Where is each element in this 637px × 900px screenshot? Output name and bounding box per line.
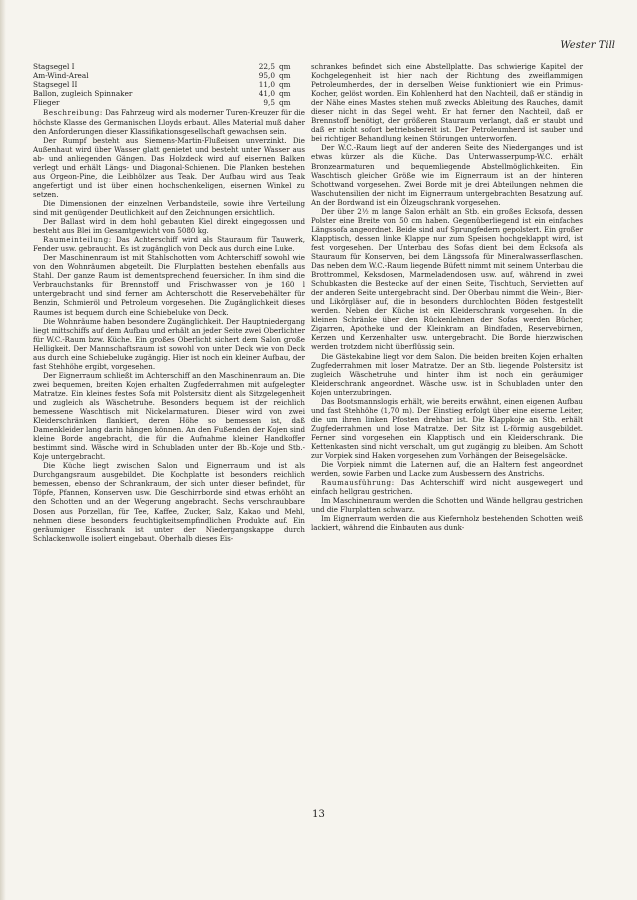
sail-value: 95,0 (258, 71, 275, 81)
paragraph-text: Die Gästekabine liegt vor dem Salon. Die beiden breiten Kojen erhalten Zugfederrahmen mit loser Matratze. Der an Stb. liegende Polstersitz ist zugleich Wäschetruhe und hinter ihm ist noch ein geräumiger Kleiderschrank angeordnet. Wäsche usw. ist in Schubladen unter den Kojen unterzubringen. (311, 351, 583, 397)
page-number: 13 (312, 809, 325, 820)
paragraph-text: Der Rumpf besteht aus Siemens-Martin-Flußeisen unverzinkt. Die Außenhaut wird über Wasser glatt genietet und besteht unter Wasser aus ab- und anliegenden Gängen. Das Holzdeck wird auf eisernen Balken verlegt und erhält Längs- und Diagonal-Schienen. Die Planken bestehen aus Orgeon-Pine, die Leibhölzer aus Teak. Der Aufbau wird aus Teak angefertigt und ist über einen hochschenkeligen, eisernen Winkel zu setzen. (33, 135, 305, 199)
sail-value: 41,0 (258, 89, 275, 99)
sail-area-row (33, 80, 305, 89)
paragraph (311, 143, 583, 206)
paragraph (33, 461, 305, 542)
section-lead: Raumeinteilung: (43, 235, 112, 245)
left-column (33, 62, 305, 543)
paragraph-text: Das Bootsmannslogis erhält, wie bereits erwähnt, einen eigenen Aufbau und fast Stehhöhe (1,70 m). Der Einstieg erfolgt über eine eiserne Leiter, die um ihren linken Pfosten drehbar ist. Die Klappkoje an Stb. erhält Zugfederrahmen und lose Matratze. Der Sitz ist L-förmig ausgebildet. Ferner sind vorgesehen ein Klapptisch und ein Kleiderschrank. Die Kettenkasten sind nicht verschalt, um gut zugängig zu bleiben. Am Schott zur Vorpiek sind Haken vorgesehen zum Vorhängen der Beisegelsäcke. (311, 396, 583, 461)
sail-area-table (33, 62, 305, 107)
sail-area-row (33, 89, 305, 98)
right-column (311, 62, 583, 532)
paragraph-text: Der W.C.-Raum liegt auf der anderen Seite des Niederganges und ist etwas kürzer als die Küche. Das Unterwasserpump-W.C. erhält Bronzearmaturen und bequemliegende Abstellmöglichkeiten. Ein Waschtisch gleicher Größe wie im Eignerraum ist an der hinteren Schottwand vorgesehen. Zwei Borde mit je drei Abteilungen nehmen die Waschutensilien der nicht im Eignerraum untergebrachten Besatzung auf. An der Bordwand ist ein Ölzeugschrank vorgesehen. (311, 143, 583, 207)
paragraph (33, 371, 305, 461)
paragraph (33, 108, 305, 135)
section-lead: Raumausführung: (321, 478, 395, 488)
paragraph (311, 352, 583, 397)
paragraph (311, 460, 583, 478)
sail-area-row (33, 98, 305, 107)
paragraph-text: Im Eignerraum werden die aus Kiefernholz bestehenden Schotten weiß lackiert, während die Einbauten aus dunk- (311, 514, 583, 533)
paragraph-text: Im Maschinenraum werden die Schotten und Wände hellgrau gestrichen und die Flurplatten schwarz. (311, 496, 584, 515)
paragraph (33, 235, 305, 253)
sail-unit: qm (279, 62, 291, 71)
paragraph-text: Das Achterschiff wird als Stauraum für Tauwerk, Fender usw. gebraucht. Es ist zugänglich von Deck aus durch eine Luke. (33, 235, 305, 254)
sail-value: 22,5 (258, 62, 275, 71)
page-edge-shadow (0, 0, 6, 900)
paragraph (311, 478, 583, 496)
paragraph (311, 207, 583, 352)
paragraph (311, 397, 583, 460)
sail-unit: qm (279, 89, 291, 99)
paragraph-text: Der über 2½ m lange Salon erhält an Stb. ein großes Ecksofa, dessen Polster eine Breite von 50 cm haben. Gegenüberliegend ist ein einfaches Längssofa angeordnet. Beide sind auf Sprungfedern gepolstert. Ein großer Klapptisch, dessen linke Klappe nur zum Speisen hochgeklappt wird, ist fest vorgesehen. Der Unterbau des Sofas dient bei dem Ecksofa als Stauraum für Konserven, bei dem Längssofa für Mineralwasserflaschen. Das neben dem W.C.-Raum liegende Büfett nimmt mit seinem Unterbau die Brottrommel, Keksdosen, Marmeladendosen usw. auf, während in zwei Schubkasten die Bestecke auf der einen Seite, Tischtuch, Servietten auf der anderen Seite untergebracht sind. Der Oberbau nimmt die Wein-, Bier- und Likörgläser auf, die in besonders durchlochten Böden festgestellt werden. Neben der Küche ist ein Kleiderschrank vorgesehen. In die kleinen Schränke über den Rückenlehnen der Sofas werden Bücher, Zigarren, Apotheke und der Kleinkram an Bindfaden, Reservebirnen, Kerzen und Kerzenhalter usw. untergebracht. Die Borde hierzwischen werden trotzdem nicht überflüssig sein. (311, 206, 583, 352)
paragraph-text: Der Ballast wird in dem hohl gebauten Kiel direkt eingegossen und besteht aus Blei im Gesamtgewicht von 5080 kg. (33, 217, 305, 236)
sail-value: 11,0 (258, 80, 275, 90)
sail-area-row (33, 62, 305, 71)
paragraph-text: Die Vorpiek nimmt die Laternen auf, die an Haltern fest angeordnet werden, sowie Farben und Lacke zum Ausbessern des Anstrichs. (311, 460, 583, 479)
paragraph (311, 496, 583, 514)
paragraph-text: Das Achterschiff wird nicht ausgewegert und einfach hellgrau gestrichen. (311, 478, 583, 497)
paragraph (33, 136, 305, 199)
paragraph-text: Die Wohnräume haben besondere Zugänglichkeit. Der Hauptniedergang liegt mittschiffs auf dem Aufbau und erhält an jeder Seite zwei Oberlichter für W.C.-Raum bzw. Küche. Ein großes Oberlicht sichert dem Salon große Helligkeit. Der Mannschaftsraum ist sowohl von unter Deck wie von Deck aus durch eine Schiebeluke zugängig. Hier ist noch ein kleiner Aufbau, der fast Stehhöhe ergibt, vorgesehen. (33, 316, 305, 371)
sail-value: 9,5 (263, 98, 275, 108)
sail-name: Flieger (33, 98, 60, 108)
sail-name: Ballon, zugleich Spinnaker (33, 89, 133, 99)
paragraph-text: Die Küche liegt zwischen Salon und Eignerraum und ist als Durchgangsraum ausgebildet. Die Kochplatte ist besonders reichlich bemessen, ebenso der Schrankraum, der sich unter dieser befindet, für Töpfe, Pfannen, Konserven usw. Die Geschirrborde sind etwas erhöht an den Schotten und an der Wegerung angebracht. Sechs verschraubbare Dosen aus Porzellan, für Tee, Kaffee, Zucker, Salz, Kakao und Mehl, nehmen diese besonders feuchtigkeitsempfindlichen Produkte auf. Ein geräumiger Eisschrank ist unter der Niedergangskappe durch Schlackenwolle isoliert eingebaut. Oberhalb dieses Eis- (33, 461, 305, 543)
sail-name: Am-Wind-Areal (33, 71, 89, 81)
sail-unit: qm (279, 98, 291, 108)
section-lead: Beschreibung: (43, 108, 103, 118)
paragraph-text: Die Dimensionen der einzelnen Verbandsteile, sowie ihre Verteilung sind mit genügender Deutlichkeit auf den Zeichnungen ersichtlich. (33, 198, 305, 217)
paragraph-text: schrankes befindet sich eine Abstellplatte. Das schwierige Kapitel der Kochgelegenheit ist hier nach der Richtung des zweiflammigen Petroleumherdes, der in derselben Weise funktioniert wie ein Primus-Kocher, gelöst worden. Ein Kohlenherd hat den Nachteil, daß er ständig in der Nähe eines Mastes stehen muß zwecks Ableitung des Rauches, damit dieser nicht in das Segel weht. Er hat ferner den Nachteil, daß er Brennstoff benötigt, der größeren Stauraum verlangt, daß er staubt und daß er nicht sofort betriebsbereit ist. Der Petroleumherd ist sauber und bei richtiger Behandlung keinen Störungen unterworfen. (311, 62, 583, 144)
sail-area-row (33, 71, 305, 80)
sail-name: Stagsegel II (33, 80, 78, 90)
sail-unit: qm (279, 80, 291, 90)
paragraph-text: Der Maschinenraum ist mit Stahlschotten vom Achterschiff sowohl wie von den Wohnräumen abgeteilt. Die Flurplatten bestehen ebenfalls aus Stahl. Der ganze Raum ist dementsprechend feuersicher. In ihm sind die Verbrauchstanks für Brennstoff und Frischwasser von je 160 l untergebracht und sind ferner am Achterschott die Reservebehälter für Benzin, Schmieröl und Petroleum vorgesehen. Die Zugänglichkeit dieses Raumes ist bequem durch eine Schiebeluke von Deck. (33, 253, 305, 317)
sail-name: Stagsegel I (33, 62, 75, 71)
paragraph (33, 199, 305, 217)
paragraph-text: Das Fahrzeug wird als moderner Turen-Kreuzer für die höchste Klasse des Germanischen Lloyds erbaut. Alles Material muß daher den Anforderungen dieser Klassifikationsgesellschaft gewachsen sein. (33, 108, 305, 136)
running-head: Wester Till (560, 40, 615, 51)
paragraph-text: Der Eignerraum schließt im Achterschiff an den Maschinenraum an. Die zwei bequemen, breiten Kojen erhalten Zugfederrahmen mit aufgelegter Matratze. Ein kleines festes Sofa mit Polstersitz dient als Sitzgelegenheit und zugleich als Wäschetruhe. Besonders bequem ist der reichlich bemessene Waschtisch mit Nickelarmaturen. Dieser wird von zwei Kleiderschränken flankiert, deren Höhe so bemessen ist, daß Damenkleider lang darin hängen können. An den Fußenden der Kojen sind kleine Borde angebracht, die für die Aufnahme kleiner Handkoffer bestimmt sind. Wäsche wird in Schubladen unter der Bb.-Koje und Stb.-Koje untergebracht. (33, 370, 305, 462)
sail-unit: qm (279, 71, 291, 81)
paragraph (311, 62, 583, 143)
paragraph (33, 317, 305, 371)
paragraph (311, 514, 583, 532)
paragraph (33, 217, 305, 235)
paragraph (33, 253, 305, 316)
